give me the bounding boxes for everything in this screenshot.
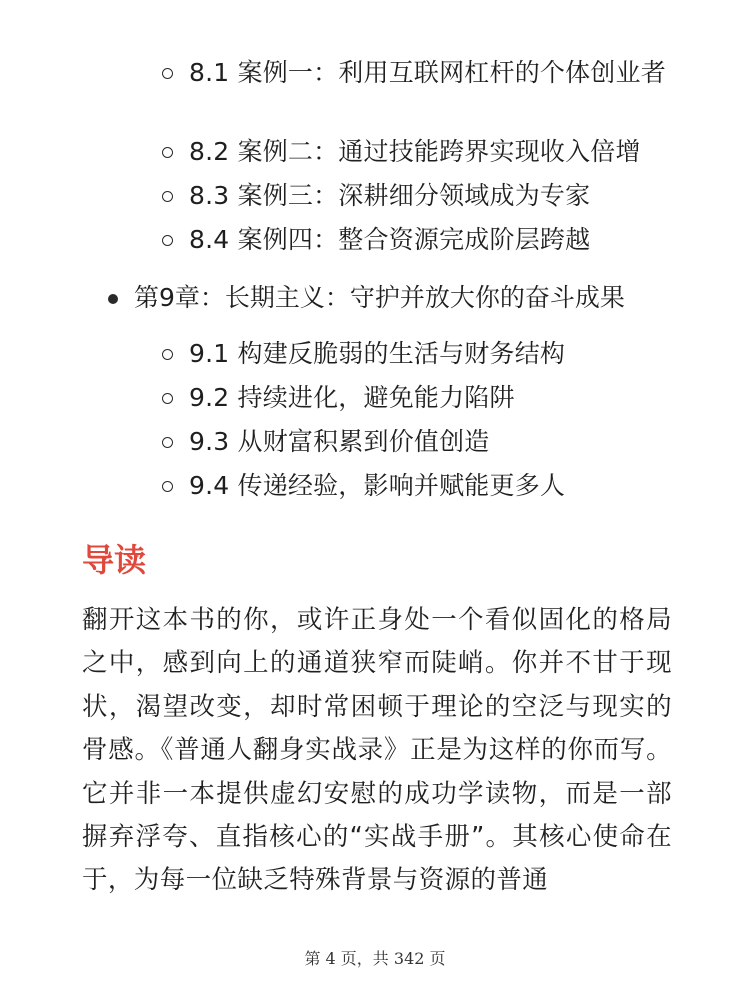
page-number: 第 4 页，共 342 页 [304,949,446,968]
hollow-bullet-icon [162,437,173,448]
toc-item-9-1[interactable] [162,336,682,372]
hollow-bullet-icon [162,481,173,492]
toc-item-label: 9.1 构建反脆弱的生活与财务结构 [189,339,566,368]
toc-item-8-1[interactable] [162,55,682,91]
toc-item-8-4[interactable] [162,222,682,258]
hollow-bullet-icon [162,191,173,202]
toc-item-label: 8.1 案例一：利用互联网杠杆的个体创业者 [189,58,666,87]
hollow-bullet-icon [162,68,173,79]
hollow-bullet-icon [162,235,173,246]
toc-item-label: 9.2 持续进化，避免能力陷阱 [189,383,515,412]
toc-item-label: 9.3 从财富积累到价值创造 [189,427,490,456]
hollow-bullet-icon [162,147,173,158]
toc-chapter-9[interactable] [108,280,708,316]
section-heading: 导读 [82,541,147,579]
toc-item-label: 8.4 案例四：整合资源完成阶层跨越 [189,225,591,254]
toc-item-9-2[interactable] [162,380,682,416]
toc-item-9-4[interactable] [162,468,682,504]
toc-item-8-3[interactable] [162,178,682,214]
toc-item-8-2[interactable] [162,134,682,170]
hollow-bullet-icon [162,349,173,360]
toc-item-label: 9.4 传递经验，影响并赋能更多人 [189,471,566,500]
toc-chapter-label: 第9章：长期主义：守护并放大你的奋斗成果 [134,283,625,312]
intro-paragraph: 翻开这本书的你，或许正身处一个看似固化的格局之中，感到向上的通道狭窄而陡峭。你并不甘于现状，渴望改变，却时常困顿于理论的空泛与现实的骨感。《普通人翻身实战录》正是为这样的你而写。它并非一本提供虚幻安慰的成功学读物，而是一部摒弃浮夸、直指核心的“实战手册”。其核心使命在于，为每一位缺乏特殊背景与资源的普通 [82,605,672,896]
hollow-bullet-icon [162,393,173,404]
toc-item-9-3[interactable] [162,424,682,460]
filled-bullet-icon [108,294,118,304]
toc-item-label: 8.3 案例三：深耕细分领域成为专家 [189,181,591,210]
toc-item-label: 8.2 案例二：通过技能跨界实现收入倍增 [189,137,641,166]
